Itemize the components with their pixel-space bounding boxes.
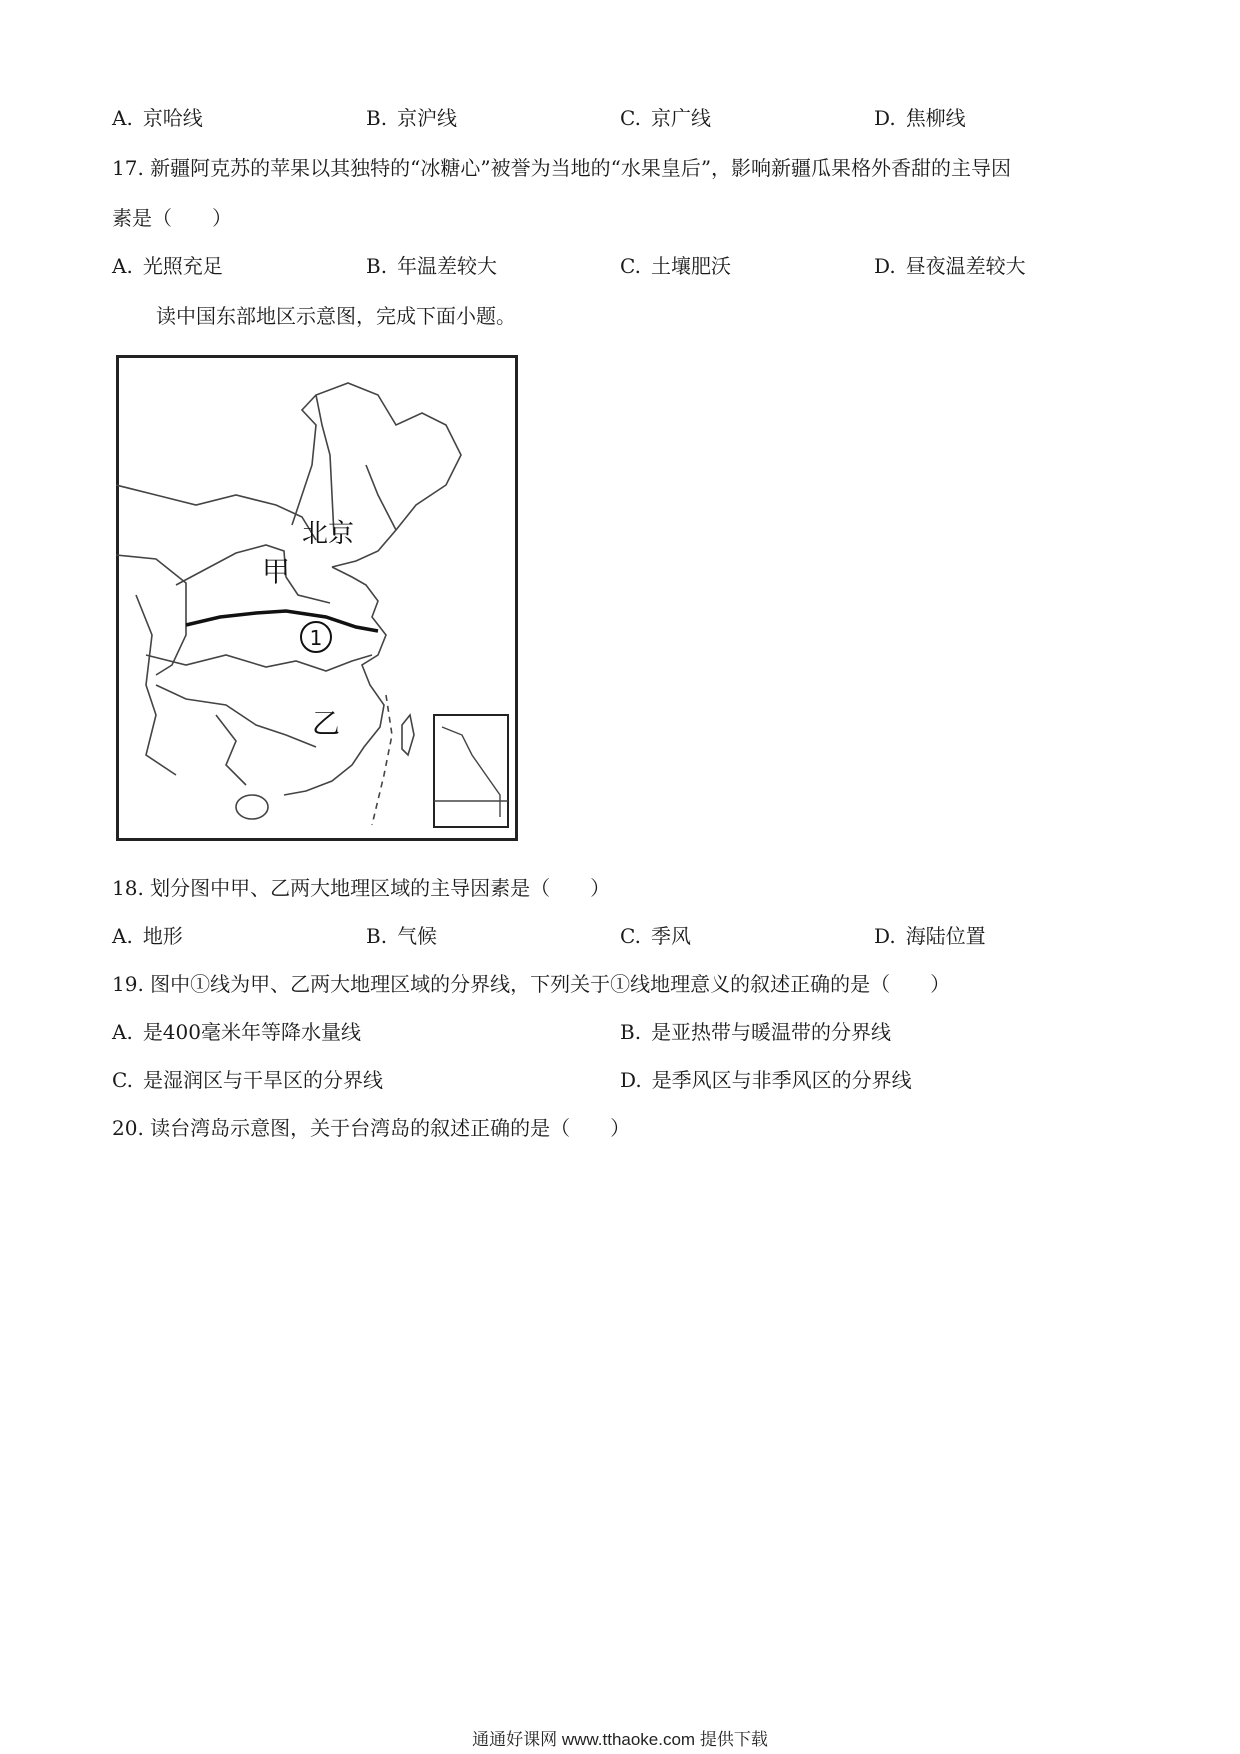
- q18-option-a: [112, 922, 183, 950]
- q16-option-b: [366, 104, 457, 132]
- q18-option-d: [874, 922, 986, 950]
- label-yi: 乙: [312, 707, 341, 740]
- option-text: 是400毫米年等降水量线: [142, 1020, 361, 1044]
- option-key: D.: [874, 924, 896, 948]
- q17-stem-line1: 17. 新疆阿克苏的苹果以其独特的“冰糖心”被誉为当地的“水果皇后”，影响新疆瓜果格外香甜的主导因: [112, 156, 1012, 180]
- q19-option-b: [620, 1018, 891, 1046]
- option-key: B.: [366, 106, 388, 130]
- q19-option-a: [112, 1018, 361, 1046]
- q17-option-a: [112, 252, 223, 280]
- q16-option-d: [874, 104, 966, 132]
- option-text: 地形: [142, 924, 183, 948]
- south-china-sea-inset: [434, 715, 508, 827]
- option-key: D.: [620, 1068, 642, 1092]
- option-key: D.: [874, 254, 896, 278]
- option-text: 是湿润区与干旱区的分界线: [142, 1068, 383, 1092]
- option-text: 年温差较大: [397, 254, 498, 278]
- option-key: A.: [112, 924, 133, 948]
- q19-option-c: [112, 1066, 383, 1094]
- option-key: B.: [366, 924, 388, 948]
- option-key: A.: [112, 1020, 133, 1044]
- option-text: 昼夜温差较大: [905, 254, 1026, 278]
- label-line-1: 1: [309, 626, 323, 650]
- option-text: 京广线: [650, 106, 711, 130]
- option-text: 是季风区与非季风区的分界线: [651, 1068, 912, 1092]
- option-text: 京哈线: [142, 106, 203, 130]
- option-text: 是亚热带与暖温带的分界线: [651, 1020, 892, 1044]
- option-text: 京沪线: [397, 106, 458, 130]
- option-text: 海陆位置: [905, 924, 986, 948]
- q19-option-d: [620, 1066, 912, 1094]
- option-key: C.: [620, 106, 641, 130]
- option-text: 土壤肥沃: [650, 254, 731, 278]
- option-text: 光照充足: [142, 254, 223, 278]
- q19-stem: 19. 图中①线为甲、乙两大地理区域的分界线，下列关于①线地理意义的叙述正确的是（ ）: [112, 972, 951, 996]
- east-china-map: [116, 355, 518, 841]
- option-text: 焦柳线: [905, 106, 966, 130]
- option-text: 气候: [397, 924, 438, 948]
- page-footer: 通通好课网 www.tthaoke.com 提供下载: [472, 1730, 768, 1749]
- option-key: C.: [112, 1068, 133, 1092]
- option-key: B.: [620, 1020, 642, 1044]
- q18-option-c: [620, 922, 691, 950]
- label-beijing: 北京: [302, 519, 355, 549]
- option-key: A.: [112, 106, 133, 130]
- q17-option-c: [620, 252, 731, 280]
- option-text: 季风: [650, 924, 691, 948]
- option-key: C.: [620, 254, 641, 278]
- map-intro: 读中国东部地区示意图，完成下面小题。: [156, 304, 516, 328]
- q18-stem: 18. 划分图中甲、乙两大地理区域的主导因素是（ ）: [112, 876, 611, 900]
- option-key: C.: [620, 924, 641, 948]
- q17-option-b: [366, 252, 497, 280]
- option-key: B.: [366, 254, 388, 278]
- q20-stem: 20. 读台湾岛示意图，关于台湾岛的叙述正确的是（ ）: [112, 1116, 631, 1140]
- q16-option-a: [112, 104, 203, 132]
- label-jia: 甲: [262, 555, 291, 588]
- q17-stem-line2: 素是（ ）: [112, 206, 232, 230]
- option-key: D.: [874, 106, 896, 130]
- option-key: A.: [112, 254, 133, 278]
- q17-option-d: [874, 252, 1026, 280]
- q16-option-c: [620, 104, 711, 132]
- q18-option-b: [366, 922, 437, 950]
